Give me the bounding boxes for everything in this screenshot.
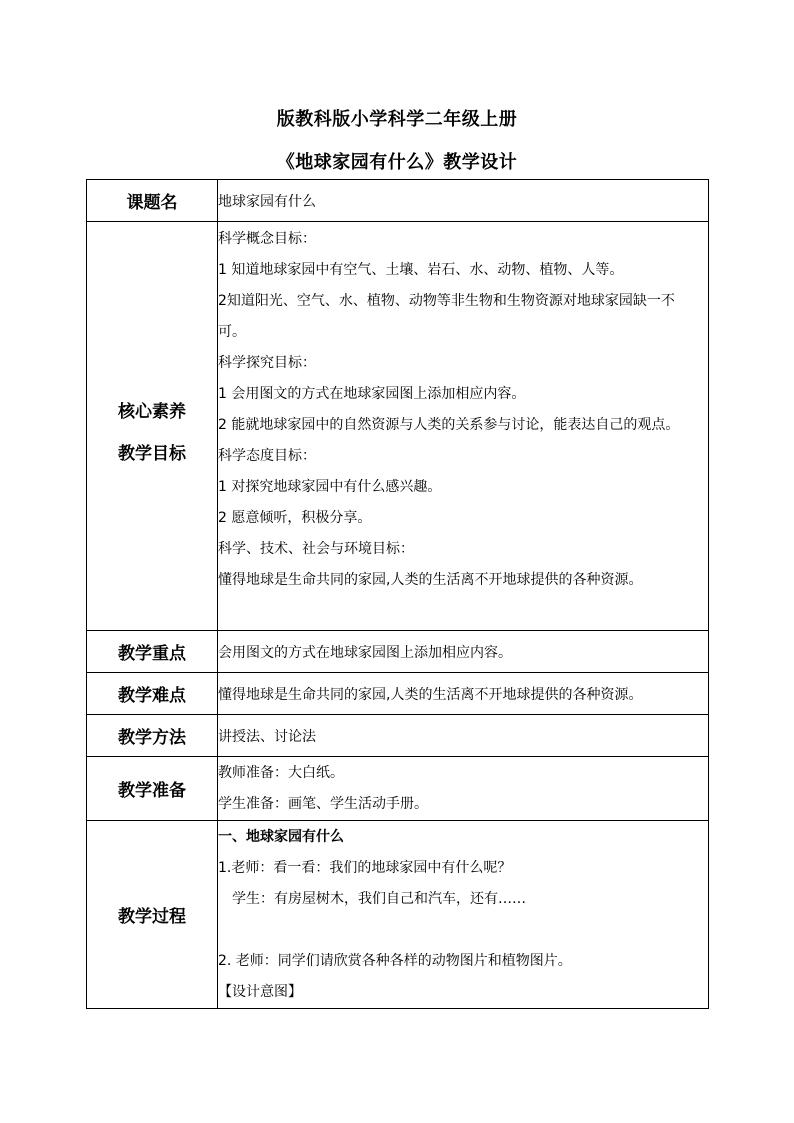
objective-line: 2知道阳光、空气、水、植物、动物等非生物和生物资源对地球家园缺一不可。 [218, 293, 675, 340]
document-subtitle: 《地球家园有什么》教学设计 [276, 152, 518, 173]
objective-line: 2 愿意倾听，积极分享。 [218, 510, 372, 526]
objectives-content [218, 222, 709, 631]
process-heading: 一、地球家园有什么 [218, 829, 344, 845]
table-row-preparation [87, 757, 709, 821]
objective-line: 1 知道地球家园中有空气、土壤、岩石、水、动物、植物、人等。 [218, 262, 624, 278]
objectives-label-line1: 核心素养 [118, 402, 186, 422]
objective-line: 懂得地球是生命共同的家园,人类的生活离不开地球提供的各种资源。 [218, 572, 643, 588]
key-points-label: 教学重点 [87, 631, 218, 673]
objective-line: 1 对探究地球家园中有什么感兴趣。 [218, 479, 442, 495]
table-row-methods [87, 715, 709, 757]
preparation-label: 教学准备 [87, 757, 218, 821]
difficulties-value: 懂得地球是生命共同的家园,人类的生活离不开地球提供的各种资源。 [218, 673, 709, 715]
preparation-line: 学生准备：画笔、学生活动手册。 [218, 795, 428, 812]
objectives-label-line2: 教学目标 [118, 444, 186, 464]
process-spacer [218, 915, 708, 946]
preparation-line: 教师准备：大白纸。 [218, 764, 344, 781]
document-title: 版教科版小学科学二年级上册 [276, 109, 518, 130]
process-label: 教学过程 [87, 821, 218, 1009]
objective-line: 科学概念目标： [218, 231, 316, 247]
table-row-key-points [87, 631, 709, 673]
table-row-difficulties [87, 673, 709, 715]
methods-value: 讲授法、讨论法 [218, 715, 709, 757]
process-line: 1.老师：看一看：我们的地球家园中有什么呢？ [218, 860, 512, 876]
objective-line: 科学探究目标： [218, 355, 316, 371]
process-line: 【设计意图】 [218, 984, 302, 1000]
preparation-content [218, 757, 709, 821]
objective-line: 2 能就地球家园中的自然资源与人类的关系参与讨论，能表达自己的观点。 [218, 417, 680, 433]
difficulties-label: 教学难点 [87, 673, 218, 715]
objectives-label-cell [87, 222, 218, 631]
process-content [218, 821, 709, 1009]
table-row-process [87, 821, 709, 1009]
table-row-objectives [87, 222, 709, 631]
topic-value: 地球家园有什么 [218, 180, 709, 222]
process-line: 学生：有房屋树木，我们自己和汽车，还有…… [232, 891, 526, 907]
process-line: 2. 老师：同学们请欣赏各种各样的动物图片和植物图片。 [218, 953, 572, 969]
lesson-plan-table [86, 179, 709, 1009]
methods-label: 教学方法 [87, 715, 218, 757]
table-row-topic [87, 180, 709, 222]
objective-line: 1 会用图文的方式在地球家园图上添加相应内容。 [218, 386, 526, 402]
objective-line: 科学、技术、社会与环境目标： [218, 541, 414, 557]
objective-line: 科学态度目标： [218, 448, 316, 464]
topic-label: 课题名 [87, 180, 218, 222]
key-points-value: 会用图文的方式在地球家园图上添加相应内容。 [218, 631, 709, 673]
